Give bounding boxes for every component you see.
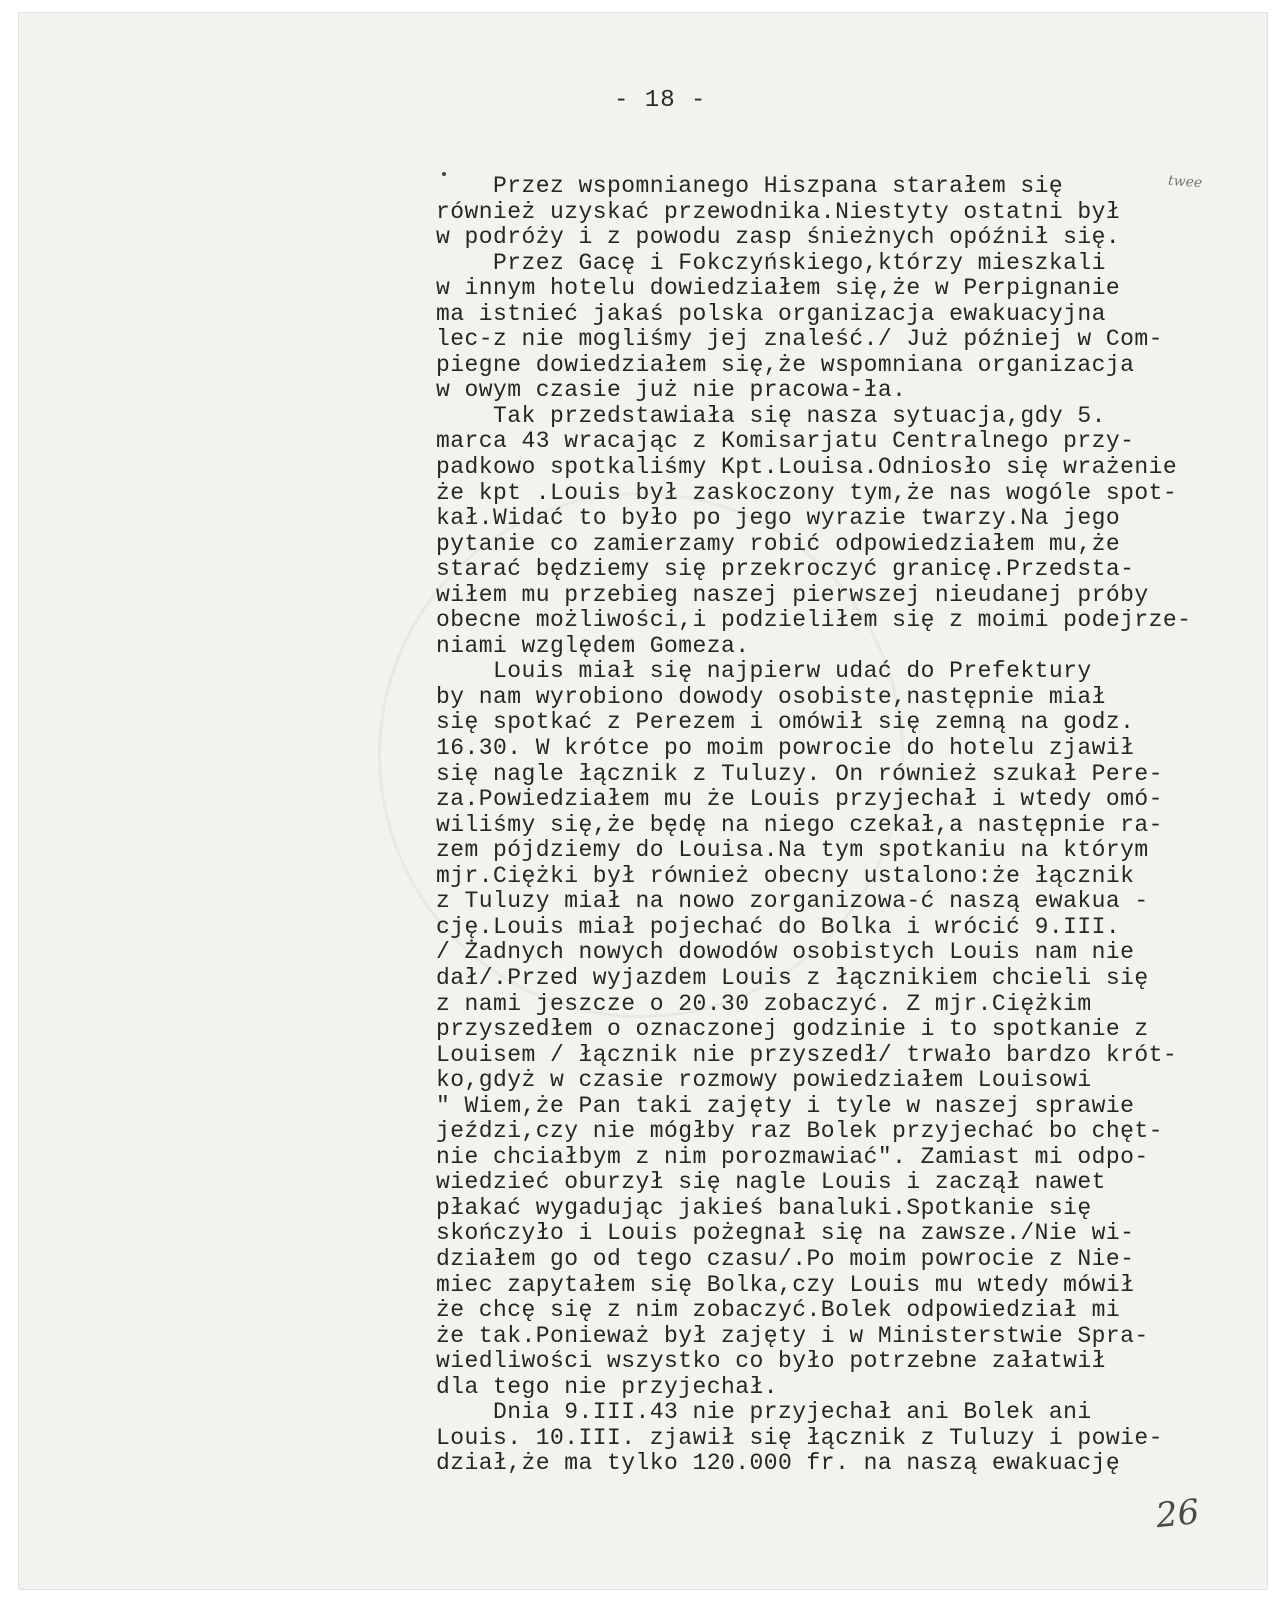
text-line: ko,gdyż w czasie rozmowy powiedziałem Louisowi — [436, 1067, 1092, 1094]
marginal-handwritten-note: twee — [1167, 172, 1203, 192]
text-line: Przez wspomnianego Hiszpana starałem się — [436, 173, 1064, 199]
text-line: dział,że ma tylko 120.000 fr. na naszą ewakuację — [436, 1450, 1121, 1477]
text-line: padkowo spotkaliśmy Kpt.Louisa.Odniosło się wrażenie — [436, 454, 1178, 481]
text-line: dał/.Przed wyjazdem Louis z łącznikiem chcieli się — [436, 964, 1149, 991]
text-line: również uzyskać przewodnika.Niestyty ostatni był — [436, 198, 1121, 225]
text-line: Louis miał się najpierw udać do Prefektury — [436, 658, 1092, 685]
text-line: / Żadnych nowych dowodów osobistych Louis nam nie — [436, 939, 1135, 966]
text-line: w owym czasie już nie pracowa-ła. — [436, 377, 907, 404]
typewritten-body — [436, 174, 1236, 1477]
text-line: miec zapytałem się Bolka,czy Louis mu wtedy mówił — [436, 1271, 1135, 1298]
text-line: z Tuluzy miał na nowo zorganizowa-ć naszą ewakua - — [436, 888, 1149, 915]
text-line: Przez Gacę i Fokczyńskiego,którzy mieszkali — [436, 249, 1106, 276]
text-line: przyszedłem o oznaczonej godzinie i to spotkanie z — [436, 1016, 1149, 1043]
text-line: Louis. 10.III. zjawił się łącznik z Tuluzy i powie- — [436, 1424, 1163, 1451]
text-line: niami względem Gomeza. — [436, 632, 750, 659]
text-line: skończyło i Louis pożegnał się na zawsze./Nie wi- — [436, 1220, 1135, 1247]
text-line: lec-z nie mogliśmy jej znaleść./ Już później w Com- — [436, 326, 1163, 353]
handwritten-sheet-number: 26 — [1154, 1491, 1202, 1537]
text-line: 16.30. W krótce po moim powrocie do hotelu zjawił — [436, 735, 1135, 762]
text-line: wiedzieć oburzył się nagle Louis i zaczął nawet — [436, 1169, 1106, 1196]
text-line: obecne możliwości,i podzieliłem się z moimi podejrze- — [436, 607, 1192, 634]
text-line: nie chciałbym z nim porozmawiać". Zamiast mi odpo- — [436, 1143, 1149, 1170]
text-line: mjr.Ciężki był również obecny ustalono:że łącznik — [436, 862, 1135, 889]
text-line: zem pójdziemy do Louisa.Na tym spotkaniu na którym — [436, 837, 1149, 864]
text-line: płakać wygadując jakieś banaluki.Spotkanie się — [436, 1194, 1092, 1221]
text-line: wiedliwości wszystko co było potrzebne załatwił — [436, 1348, 1106, 1375]
text-line: wiłem mu przebieg naszej pierwszej nieudanej próby — [436, 581, 1149, 608]
text-line: wiliśmy się,że będę na niego czekał,a następnie ra- — [436, 811, 1163, 838]
text-line: że tak.Ponieważ był zajęty i w Ministerstwie Spra- — [436, 1322, 1149, 1349]
text-line: starać będziemy się przekroczyć granicę.Przedsta- — [436, 556, 1135, 583]
text-line: działem go od tego czasu/.Po moim powrocie z Nie- — [436, 1245, 1135, 1272]
text-line: ma istnieć jakaś polska organizacja ewakuacyjna — [436, 300, 1106, 327]
text-line: że kpt .Louis był zaskoczony tym,że nas wogóle spot- — [436, 479, 1178, 506]
text-line: z nami jeszcze o 20.30 zobaczyć. Z mjr.Ciężkim — [436, 990, 1092, 1017]
text-line: w podróży i z powodu zasp śnieżnych opóźnił się. — [436, 224, 1121, 251]
text-line: że chcę się z nim zobaczyć.Bolek odpowiedział mi — [436, 1297, 1121, 1324]
page-number: - 18 - — [614, 87, 707, 114]
text-line: piegne dowiedziałem się,że wspomniana organizacja — [436, 351, 1135, 378]
text-line: pytanie co zamierzamy robić odpowiedziałem mu,że — [436, 530, 1121, 557]
text-line: dla tego nie przyjechał. — [436, 1373, 779, 1400]
text-line: Dnia 9.III.43 nie przyjechał ani Bolek ani — [436, 1399, 1092, 1426]
text-line: się spotkać z Perezem i omówił się zemną na godz. — [436, 709, 1135, 736]
text-line: za.Powiedziałem mu że Louis przyjechał i wtedy omó- — [436, 786, 1163, 813]
text-line: kał.Widać to było po jego wyrazie twarzy.Na jego — [436, 505, 1121, 532]
text-line: cję.Louis miał pojechać do Bolka i wrócić 9.III. — [436, 913, 1121, 940]
text-line: by nam wyrobiono dowody osobiste,następnie miał — [436, 683, 1106, 710]
text-line: " Wiem,że Pan taki zajęty i tyle w naszej sprawie — [436, 1092, 1135, 1119]
text-line: w innym hotelu dowiedziałem się,że w Perpignanie — [436, 275, 1121, 302]
text-line: się nagle łącznik z Tuluzy. On również szukał Pere- — [436, 760, 1163, 787]
text-line: Tak przedstawiała się nasza sytuacja,gdy 5. — [436, 402, 1106, 429]
text-line: Louisem / łącznik nie przyszedł/ trwało bardzo krót- — [436, 1041, 1178, 1068]
document-page — [18, 12, 1268, 1590]
text-line: jeździ,czy nie mógłby raz Bolek przyjechać bo chęt- — [436, 1118, 1163, 1145]
text-line: marca 43 wracając z Komisarjatu Centralnego przy- — [436, 428, 1135, 455]
